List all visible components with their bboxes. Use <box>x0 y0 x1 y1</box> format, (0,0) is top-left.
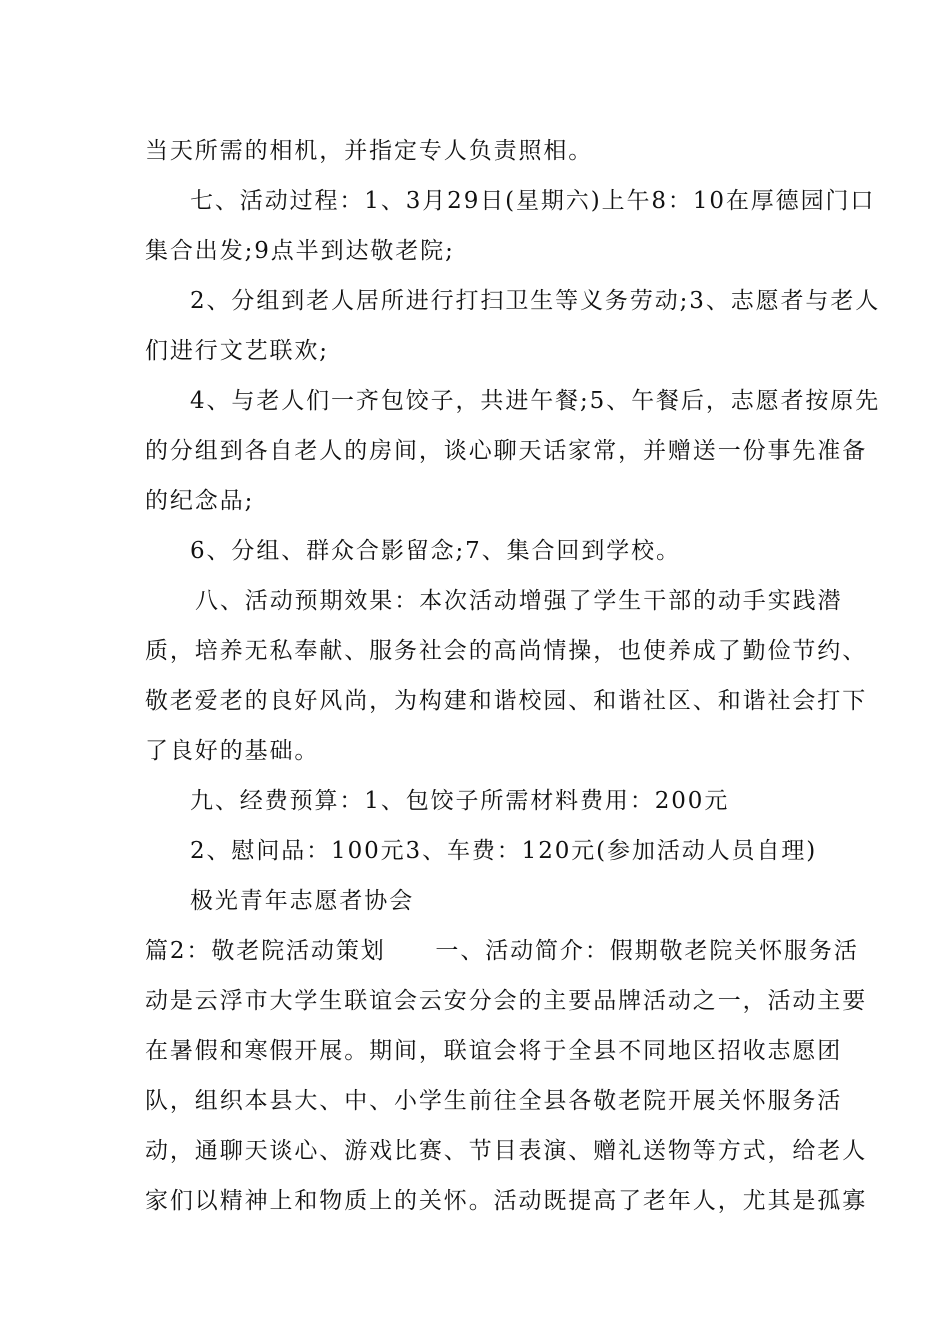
text-line: 家们以精神上和物质上的关怀。活动既提高了老年人，尤其是孤寡 <box>145 1188 868 1214</box>
text-line: 的纪念品; <box>145 488 255 514</box>
text-line: 队，组织本县大、中、小学生前往全县各敬老院开展关怀服务活 <box>145 1088 843 1114</box>
text-line: 九、经费预算：1、包饺子所需材料费用：200元 <box>190 788 730 814</box>
text-line: 质，培养无私奉献、服务社会的高尚情操，也使养成了勤俭节约、 <box>145 638 868 664</box>
text-line: 动，通聊天谈心、游戏比赛、节目表演、赠礼送物等方式，给老人 <box>145 1138 868 1164</box>
text-line: 八、活动预期效果：本次活动增强了学生干部的动手实践潜 <box>195 588 843 614</box>
text-line: 6、分组、群众合影留念;7、集合回到学校。 <box>190 538 681 564</box>
text-line: 的分组到各自老人的房间，谈心聊天话家常，并赠送一份事先准备 <box>145 438 868 464</box>
signature-line: 极光青年志愿者协会 <box>190 888 415 914</box>
text-line: 了良好的基础。 <box>145 738 320 764</box>
text-line: 2、慰问品：100元3、车费：120元(参加活动人员自理) <box>190 838 818 864</box>
text-line: 七、活动过程：1、3月29日(星期六)上午8：10在厚德园门口 <box>190 188 876 214</box>
text-line: 当天所需的相机，并指定专人负责照相。 <box>145 138 594 164</box>
text-line: 2、分组到老人居所进行打扫卫生等义务劳动;3、志愿者与老人 <box>190 288 881 314</box>
text-line: 敬老爱老的良好风尚，为构建和谐校园、和谐社区、和谐社会打下 <box>145 688 868 714</box>
text-line: 动是云浮市大学生联谊会云安分会的主要品牌活动之一，活动主要 <box>145 988 868 1014</box>
text-line: 在暑假和寒假开展。期间，联谊会将于全县不同地区招收志愿团 <box>145 1038 843 1064</box>
section-heading-line: 篇2：敬老院活动策划 一、活动简介：假期敬老院关怀服务活 <box>145 938 859 964</box>
text-line: 4、与老人们一齐包饺子，共进午餐;5、午餐后，志愿者按原先 <box>190 388 881 414</box>
text-line: 们进行文艺联欢; <box>145 338 329 364</box>
text-line: 集合出发;9点半到达敬老院; <box>145 238 455 264</box>
